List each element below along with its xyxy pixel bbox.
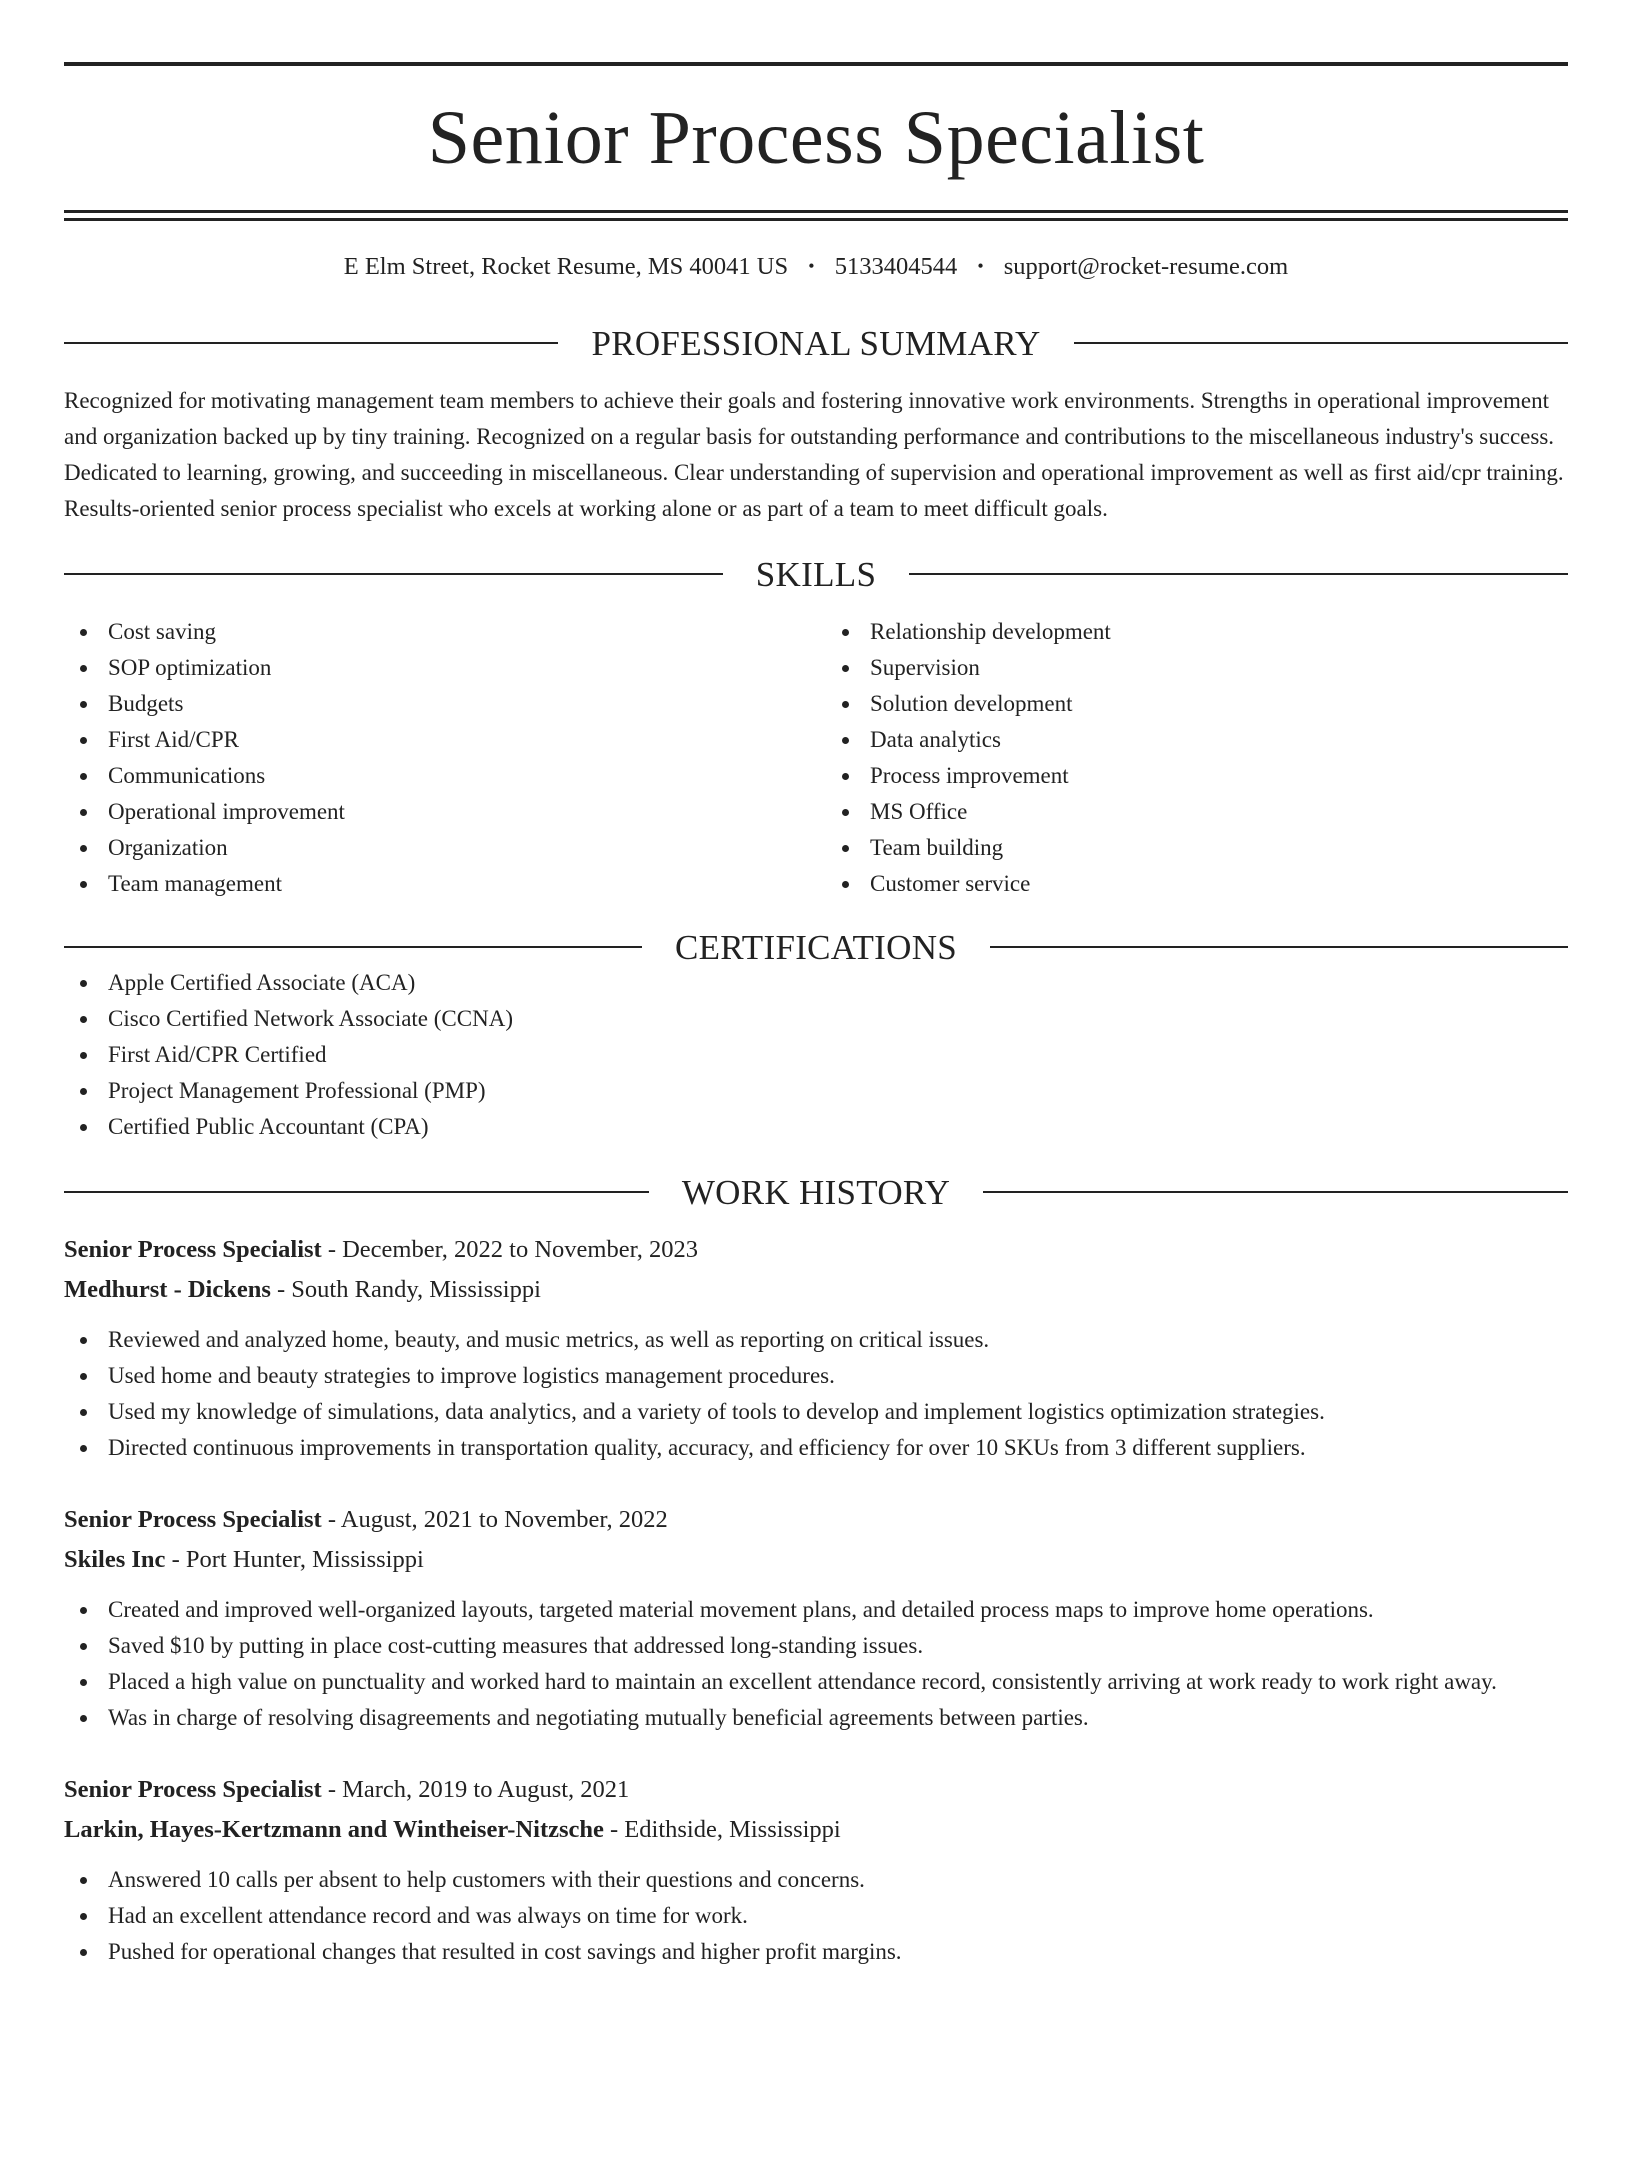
top-rule bbox=[64, 62, 1568, 66]
skill-item: Relationship development bbox=[826, 614, 1568, 650]
contact-address: E Elm Street, Rocket Resume, MS 40041 US bbox=[343, 253, 789, 280]
job-dates: - August, 2021 to November, 2022 bbox=[321, 1505, 668, 1533]
job-bullet: Used home and beauty strategies to improve logistics management procedures. bbox=[64, 1358, 1568, 1394]
job-bullet: Had an excellent attendance record and was always on time for work. bbox=[64, 1898, 1568, 1934]
contact-phone: 5133404544 bbox=[834, 253, 958, 280]
skill-item: Communications bbox=[64, 758, 816, 794]
skill-item: Process improvement bbox=[826, 758, 1568, 794]
job-title: Senior Process Specialist bbox=[64, 1235, 322, 1263]
job-dates: - March, 2019 to August, 2021 bbox=[321, 1775, 630, 1803]
skill-item: Customer service bbox=[826, 866, 1568, 902]
job-entry bbox=[64, 1500, 1568, 1736]
job-bullets bbox=[64, 1592, 1568, 1736]
heading-rule bbox=[909, 573, 1568, 575]
heading-rule bbox=[64, 573, 723, 575]
job-entry bbox=[64, 1770, 1568, 1970]
skill-item: MS Office bbox=[826, 794, 1568, 830]
job-bullet: Was in charge of resolving disagreements and negotiating mutually beneficial agreements between parties. bbox=[64, 1700, 1568, 1736]
job-title: Senior Process Specialist bbox=[64, 1775, 322, 1803]
job-title-line bbox=[64, 1770, 1568, 1810]
heading-rule bbox=[64, 946, 642, 948]
job-company: Skiles Inc bbox=[64, 1545, 166, 1573]
job-bullet: Placed a high value on punctuality and worked hard to maintain an excellent attendance record, consistently arriving at work ready to work right away. bbox=[64, 1664, 1568, 1700]
skill-item: Team building bbox=[826, 830, 1568, 866]
job-company-line bbox=[64, 1810, 1568, 1850]
job-bullet: Answered 10 calls per absent to help customers with their questions and concerns. bbox=[64, 1862, 1568, 1898]
job-company-line bbox=[64, 1270, 1568, 1310]
job-entry bbox=[64, 1230, 1568, 1466]
heading-rule bbox=[983, 1191, 1568, 1193]
certifications-list bbox=[64, 965, 1568, 1145]
heading-rule bbox=[64, 342, 558, 344]
job-bullets bbox=[64, 1322, 1568, 1466]
certification-item: Cisco Certified Network Associate (CCNA) bbox=[64, 1001, 1568, 1037]
job-bullet: Used my knowledge of simulations, data analytics, and a variety of tools to develop and implement logistics optimization strategies. bbox=[64, 1394, 1568, 1430]
contact-line bbox=[64, 255, 1568, 280]
job-bullets bbox=[64, 1862, 1568, 1970]
skills-column-left bbox=[64, 614, 816, 902]
job-location: - Port Hunter, Mississippi bbox=[165, 1545, 424, 1573]
certifications-heading-label: CERTIFICATIONS bbox=[674, 927, 958, 967]
heading-rule bbox=[990, 946, 1568, 948]
certification-item: First Aid/CPR Certified bbox=[64, 1037, 1568, 1073]
skill-item: Organization bbox=[64, 830, 816, 866]
job-bullet: Saved $10 by putting in place cost-cutting measures that addressed long-standing issues. bbox=[64, 1628, 1568, 1664]
job-company: Medhurst - Dickens bbox=[64, 1275, 271, 1303]
job-company: Larkin, Hayes-Kertzmann and Wintheiser-Nitzsche bbox=[64, 1815, 604, 1843]
certification-item: Project Management Professional (PMP) bbox=[64, 1073, 1568, 1109]
job-location: - South Randy, Mississippi bbox=[270, 1275, 541, 1303]
job-bullet: Created and improved well-organized layouts, targeted material movement plans, and detailed process maps to improve home operations. bbox=[64, 1592, 1568, 1628]
skill-item: Budgets bbox=[64, 686, 816, 722]
skills-heading-label: SKILLS bbox=[755, 554, 877, 594]
job-bullet: Directed continuous improvements in transportation quality, accuracy, and efficiency for over 10 SKUs from 3 different suppliers. bbox=[64, 1430, 1568, 1466]
skill-item: Cost saving bbox=[64, 614, 816, 650]
job-location: - Edithside, Mississippi bbox=[603, 1815, 841, 1843]
skill-item: SOP optimization bbox=[64, 650, 816, 686]
skill-item: Team management bbox=[64, 866, 816, 902]
job-bullet: Reviewed and analyzed home, beauty, and music metrics, as well as reporting on critical issues. bbox=[64, 1322, 1568, 1358]
summary-heading-label: PROFESSIONAL SUMMARY bbox=[591, 323, 1041, 363]
work-history-heading-label: WORK HISTORY bbox=[681, 1172, 951, 1212]
job-title-line bbox=[64, 1500, 1568, 1540]
contact-separator: • bbox=[808, 256, 815, 276]
job-bullet: Pushed for operational changes that resulted in cost savings and higher profit margins. bbox=[64, 1934, 1568, 1970]
skills-heading bbox=[64, 554, 1568, 594]
skill-item: First Aid/CPR bbox=[64, 722, 816, 758]
job-title: Senior Process Specialist bbox=[64, 1505, 322, 1533]
contact-separator: • bbox=[977, 256, 984, 276]
heading-rule bbox=[1074, 342, 1568, 344]
certification-item: Certified Public Accountant (CPA) bbox=[64, 1109, 1568, 1145]
title-double-rule bbox=[64, 210, 1568, 221]
summary-heading bbox=[64, 323, 1568, 363]
resume-title: Senior Process Specialist bbox=[427, 96, 1205, 180]
skill-item: Data analytics bbox=[826, 722, 1568, 758]
heading-rule bbox=[64, 1191, 649, 1193]
certification-item: Apple Certified Associate (ACA) bbox=[64, 965, 1568, 1001]
skills-column-right bbox=[816, 614, 1568, 902]
work-history-heading bbox=[64, 1172, 1568, 1212]
contact-email: support@rocket-resume.com bbox=[1003, 253, 1289, 280]
job-dates: - December, 2022 to November, 2023 bbox=[321, 1235, 699, 1263]
job-company-line bbox=[64, 1540, 1568, 1580]
skill-item: Solution development bbox=[826, 686, 1568, 722]
certifications-heading bbox=[64, 927, 1568, 967]
skills-list bbox=[64, 614, 1568, 902]
job-title-line bbox=[64, 1230, 1568, 1270]
summary-text: Recognized for motivating management team members to achieve their goals and fostering innovative work environments. Strengths in operational improvement and organization backed up by tiny training. Recognized on a regular basis for outstanding performance and contributions to the miscellaneous industry's success. Dedicated to learning, growing, and succeeding in miscellaneous. Clear understanding of supervision and operational improvement as well as first aid/cpr training. Results-oriented senior process specialist who excels at working alone or as part of a team to meet difficult goals. bbox=[64, 387, 1564, 521]
skill-item: Operational improvement bbox=[64, 794, 816, 830]
resume-page bbox=[0, 62, 1632, 2174]
skill-item: Supervision bbox=[826, 650, 1568, 686]
